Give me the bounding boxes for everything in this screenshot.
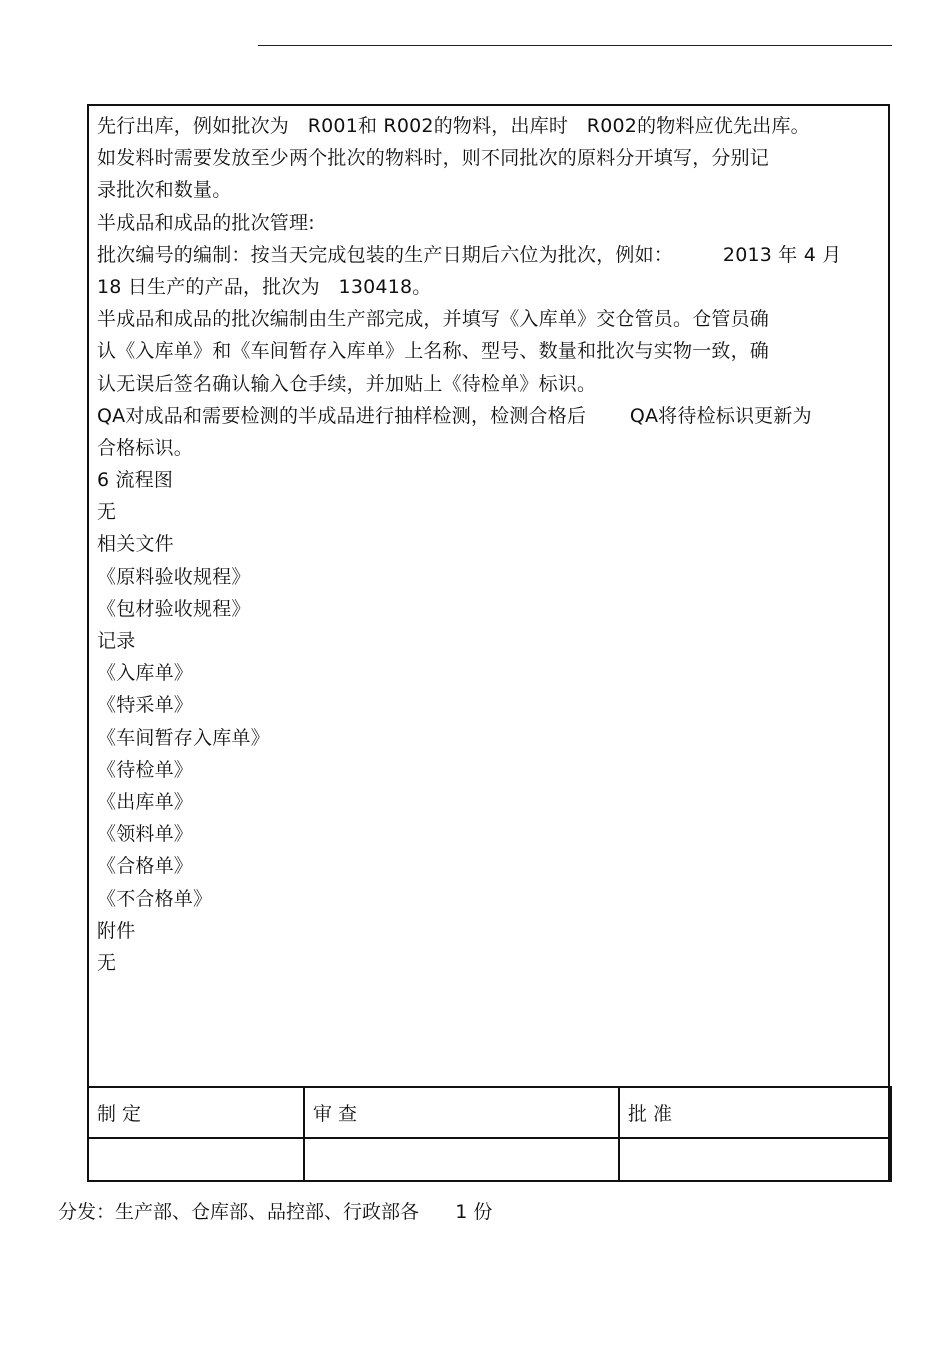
body-line: 如发料时需要发放至少两个批次的物料时，则不同批次的原料分开填写，分别记 bbox=[97, 147, 770, 170]
record-item: 《入库单》 bbox=[97, 662, 194, 685]
signature-value-row bbox=[88, 1138, 891, 1181]
approve-label: 批 准 bbox=[619, 1087, 891, 1138]
record-item: 《领料单》 bbox=[97, 823, 194, 846]
review-signature-cell[interactable] bbox=[304, 1138, 619, 1181]
body-line: 录批次和数量。 bbox=[97, 179, 232, 202]
approve-signature-cell[interactable] bbox=[619, 1138, 891, 1181]
record-item: 《待检单》 bbox=[97, 758, 194, 781]
body-line: 合格标识。 bbox=[97, 436, 194, 459]
document-body bbox=[97, 110, 887, 979]
body-line: 批次编号的编制：按当天完成包装的生产日期后六位为批次，例如： 2013 年 4 月 bbox=[97, 243, 842, 266]
signature-header-row bbox=[88, 1087, 891, 1138]
body-line: 先行出库，例如批次为 R001和 R002的物料，出库时 R002的物料应优先出库。 bbox=[97, 115, 810, 137]
signature-table bbox=[87, 1086, 892, 1182]
record-item: 《出库单》 bbox=[97, 790, 194, 813]
header-rule bbox=[258, 45, 892, 46]
document-frame bbox=[87, 104, 890, 1182]
body-line: 18 日生产的产品，批次为 130418。 bbox=[97, 275, 432, 298]
distribution-note: 分发：生产部、仓库部、品控部、行政部各 1 份 bbox=[58, 1201, 493, 1223]
draft-signature-cell[interactable] bbox=[88, 1138, 304, 1181]
body-line: QA对成品和需要检测的半成品进行抽样检测，检测合格后 QA将待检标识更新为 bbox=[97, 404, 812, 427]
body-line: 半成品和成品的批次编制由生产部完成，并填写《入库单》交仓管员。仓管员确 bbox=[97, 308, 770, 331]
body-line: 无 bbox=[97, 501, 117, 524]
related-document: 《包材验收规程》 bbox=[97, 597, 251, 620]
body-line: 无 bbox=[97, 951, 117, 974]
section-heading: 相关文件 bbox=[97, 533, 174, 556]
record-item: 《不合格单》 bbox=[97, 887, 213, 910]
record-item: 《车间暂存入库单》 bbox=[97, 726, 270, 749]
related-document: 《原料验收规程》 bbox=[97, 565, 251, 588]
section-heading: 半成品和成品的批次管理: bbox=[97, 211, 315, 234]
record-item: 《特采单》 bbox=[97, 694, 194, 717]
section-heading: 6 流程图 bbox=[97, 469, 174, 492]
draft-label: 制 定 bbox=[88, 1087, 304, 1138]
record-item: 《合格单》 bbox=[97, 855, 194, 878]
section-heading: 记录 bbox=[97, 630, 136, 652]
review-label: 审 查 bbox=[304, 1087, 619, 1138]
section-heading: 附件 bbox=[97, 919, 136, 942]
body-line: 认无误后签名确认输入仓手续，并加贴上《待检单》标识。 bbox=[97, 372, 597, 395]
body-line: 认《入库单》和《车间暂存入库单》上名称、型号、数量和批次与实物一致，确 bbox=[97, 340, 770, 363]
